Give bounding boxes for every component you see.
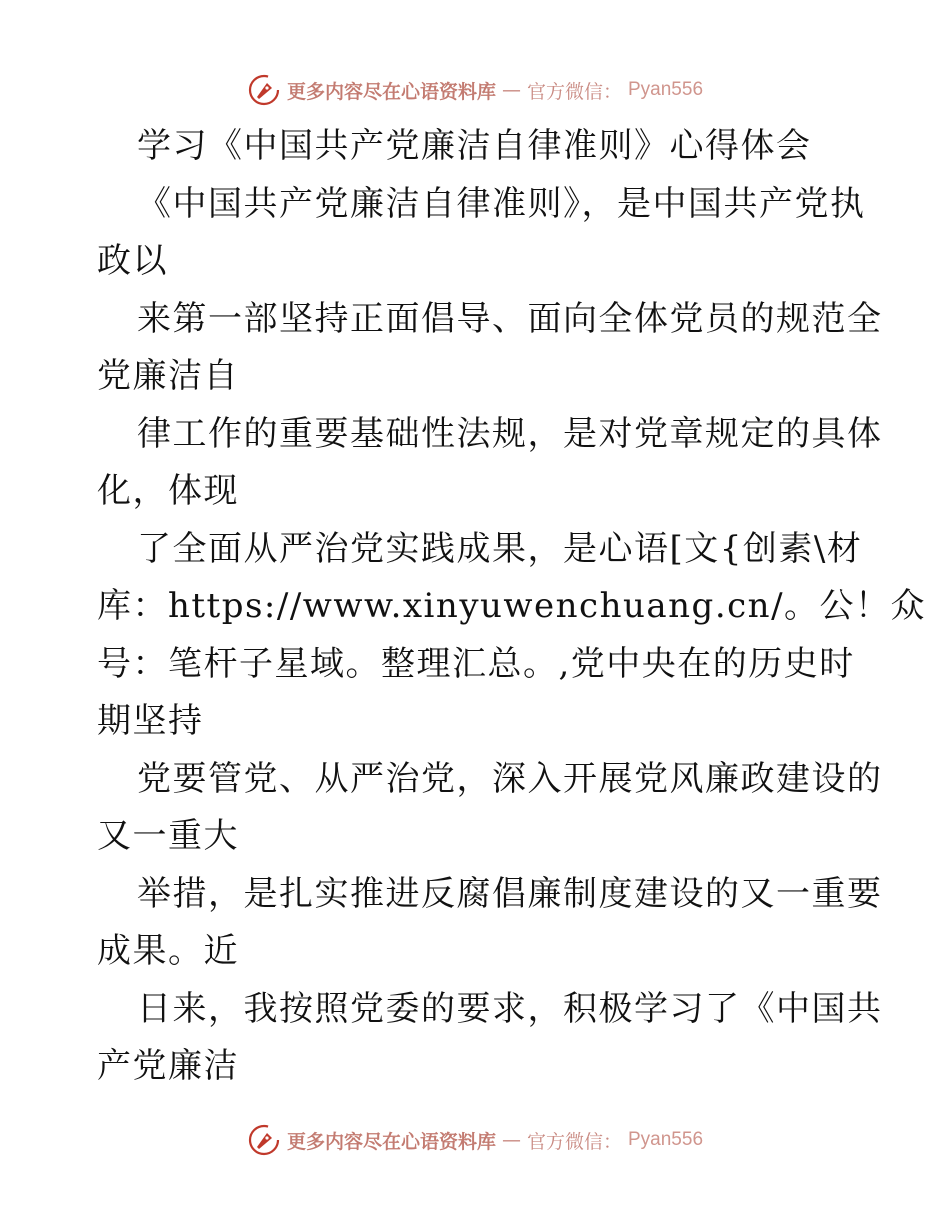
body-line: 《中国共产党廉洁自律准则》，是中国共产党执: [137, 183, 866, 224]
body-line: 政以: [97, 241, 168, 281]
watermark-dash: —: [501, 79, 521, 101]
body-line: 又一重大: [97, 816, 239, 856]
body-text: [97, 118, 927, 1096]
watermark-id: Pyan556: [628, 79, 704, 100]
body-line: 律工作的重要基础性法规，是对党章规定的具体: [137, 413, 883, 454]
body-line: 党要管党、从严治党，深入开展党风廉政建设的: [137, 758, 883, 799]
watermark-dash: —: [501, 1129, 521, 1151]
footer-watermark: [0, 1120, 950, 1160]
body-line: 日来，我按照党委的要求，积极学习了《中国共: [137, 988, 883, 1029]
body-line: 化，体现: [97, 471, 239, 511]
body-line: 成果。近: [97, 931, 239, 971]
body-line: 学习《中国共产党廉洁自律准则》心得体会: [137, 126, 812, 166]
body-line: 举措，是扎实推进反腐倡廉制度建设的又一重要: [137, 873, 883, 914]
body-line: 号：笔杆子星域。整理汇总。,党中央在的历史时: [97, 643, 855, 684]
body-line: 党廉洁自: [97, 356, 239, 396]
body-line: 产党廉洁: [97, 1046, 239, 1086]
watermark-main-text: 更多内容尽在心语资料库: [286, 80, 496, 103]
pen-nib-logo-icon: [247, 73, 281, 107]
header-watermark: [0, 70, 950, 110]
body-line: 了全面从严治党实践成果，是心语[文{创素\材: [137, 528, 863, 569]
body-line: 来第一部坚持正面倡导、面向全体党员的规范全: [137, 298, 883, 339]
watermark-label: 官方微信：: [526, 1130, 622, 1153]
watermark-label: 官方微信：: [526, 80, 622, 103]
body-line: 期坚持: [97, 701, 204, 741]
watermark-id: Pyan556: [628, 1129, 704, 1150]
pen-nib-logo-icon: [247, 1123, 281, 1157]
body-line: 库：https://www.xinyuwenchuang.cn/。公！众: [97, 586, 927, 626]
watermark-main-text: 更多内容尽在心语资料库: [286, 1130, 496, 1153]
